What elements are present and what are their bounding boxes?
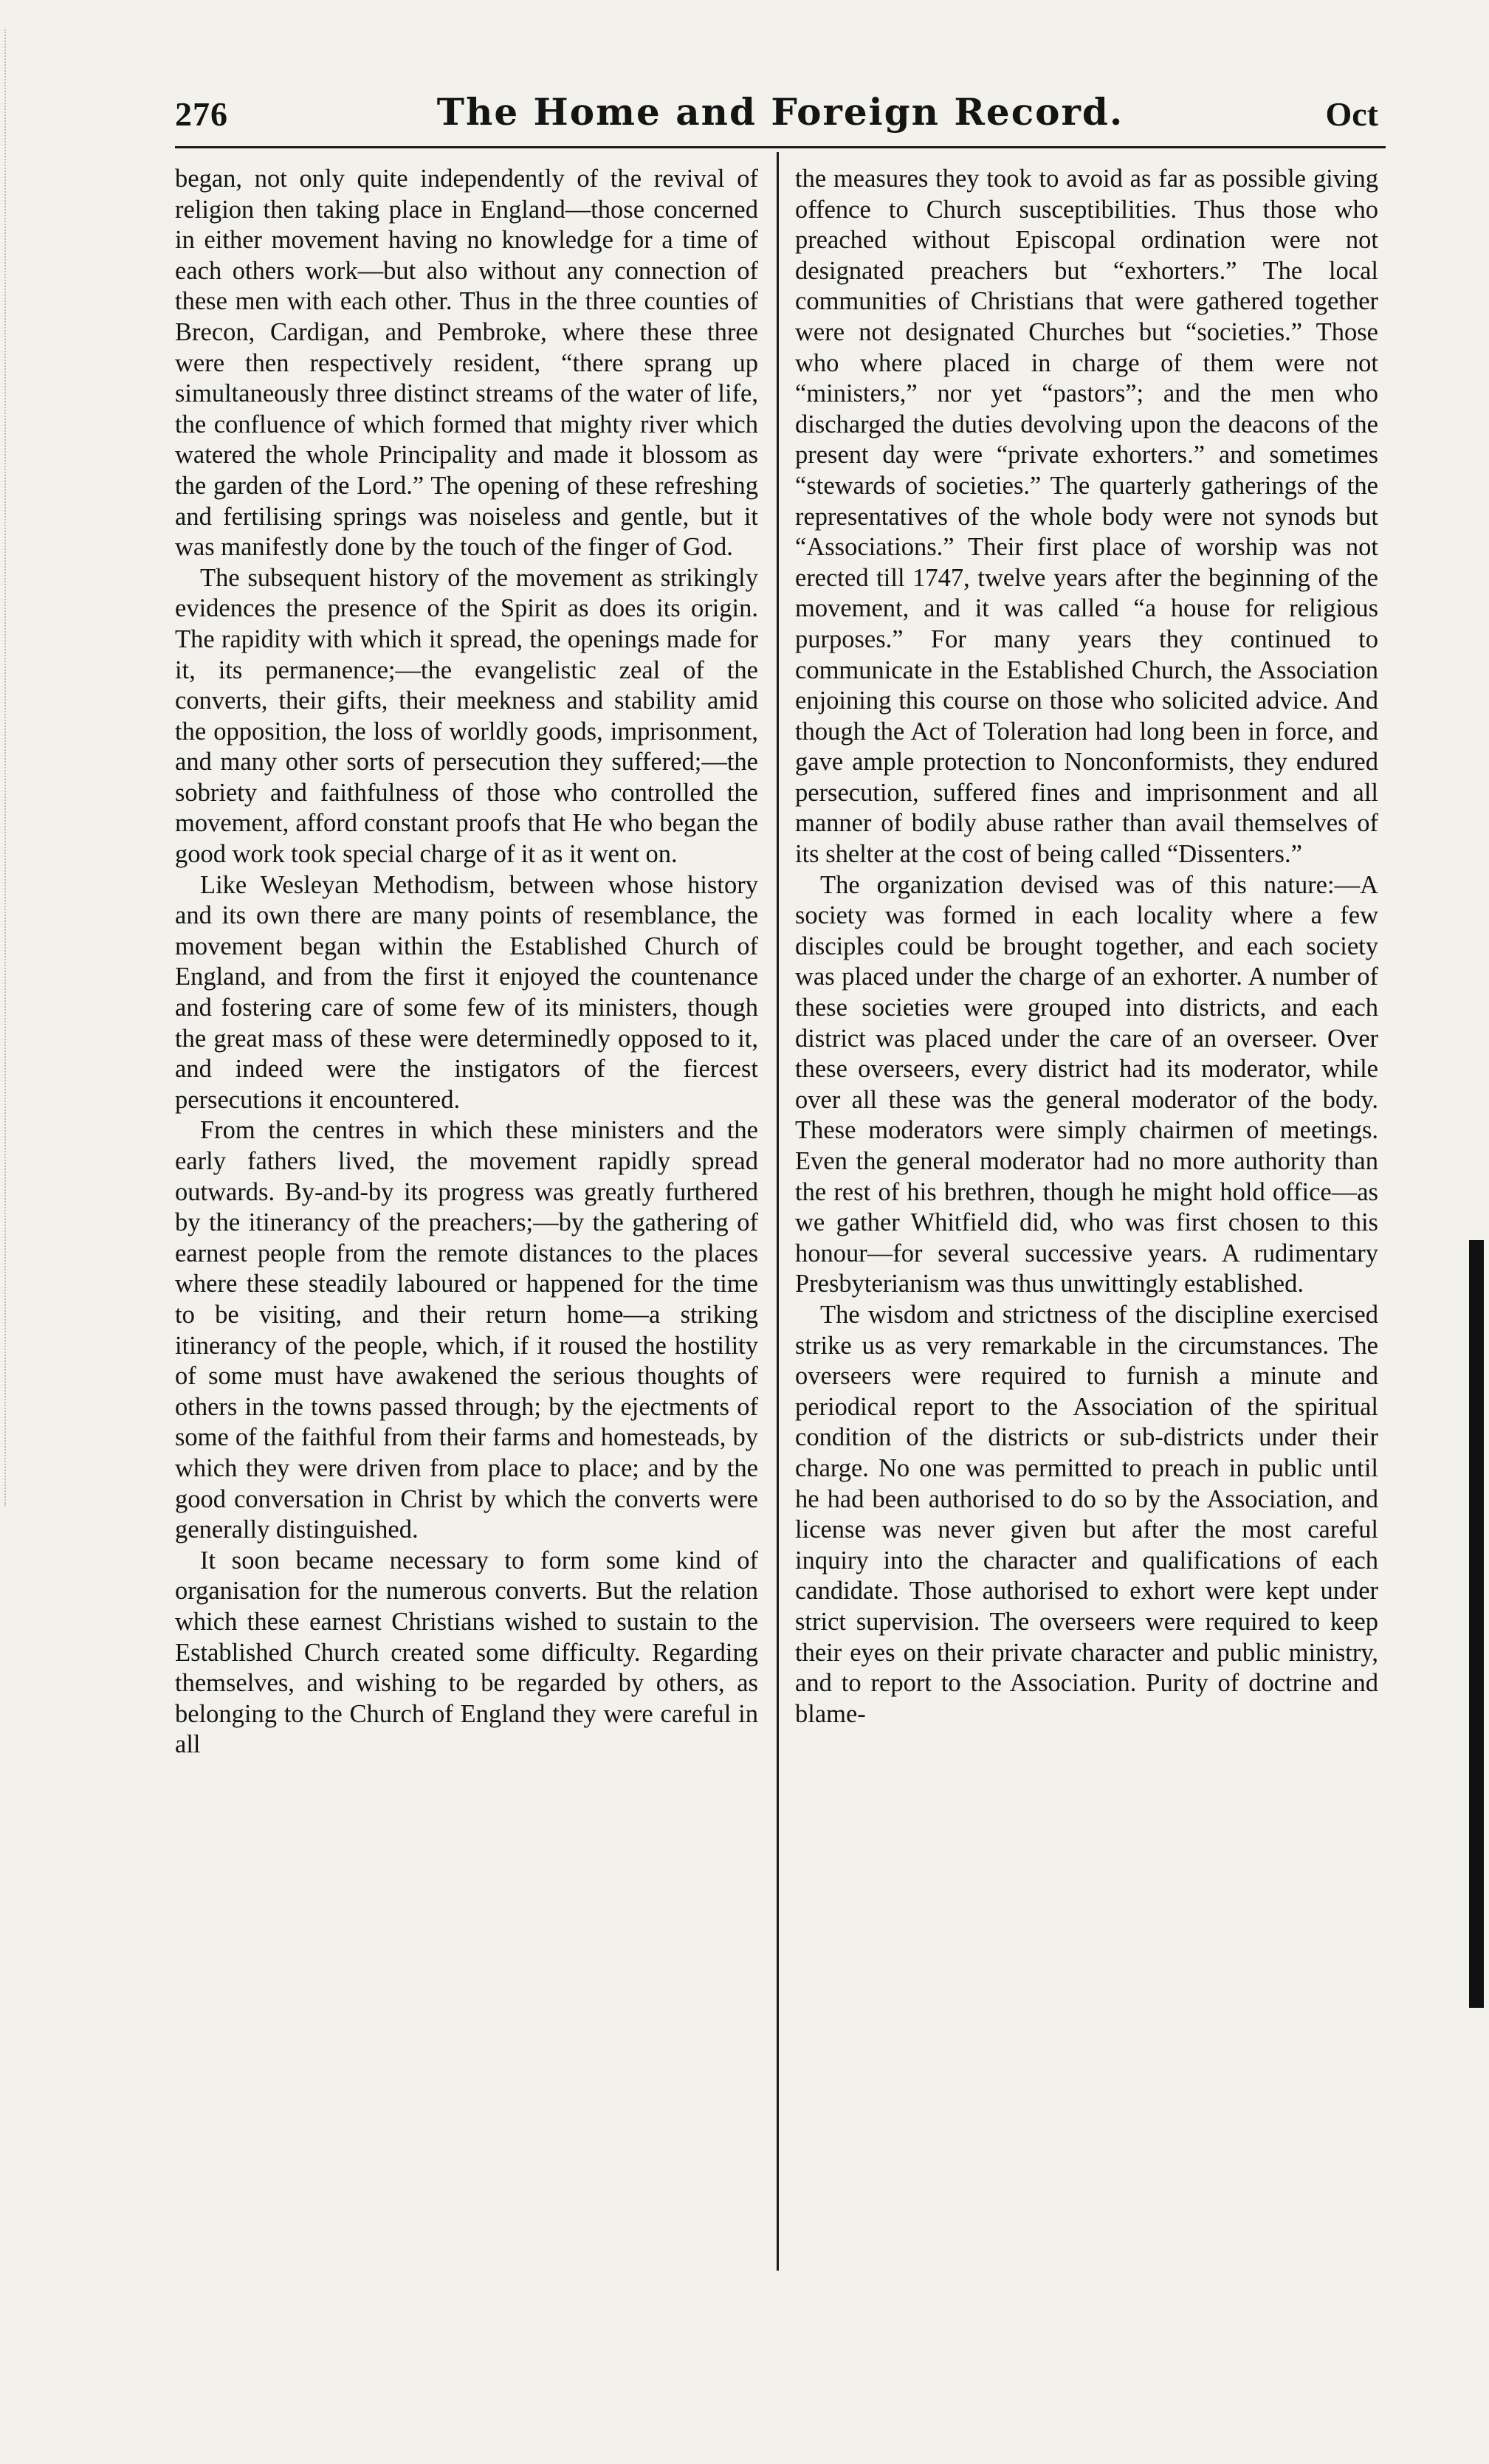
- running-title: The Home and Foreign Record.: [436, 90, 1124, 134]
- left-margin-trace: [4, 30, 21, 1506]
- left-column: [175, 164, 758, 2216]
- paragraph: The subsequent history of the movement as strikingly evidences the presence of the Spirit as does its origin. The rapidity with which it spread, the openings made for it, its permanence;—the evangelistic zeal of the converts, their gifts, their meekness and stability amid the opposition, the loss of worldly goods, imprisonment, and many other sorts of persecution they suffered;—the sobriety and faithfulness of those who controlled the movement, afford constant proofs that He who began the good work took special charge of it as it went on.: [175, 563, 758, 869]
- header-month: Oct: [1325, 95, 1378, 133]
- paragraph: the measures they took to avoid as far as possible giving offence to Church susceptibilities. Thus those who preached without Episcopal ordination were not designated preachers but “exhorters.” The local communities of Christians that were gathered together were not designated Churches but “societies.” Those who where placed in charge of them were not “ministers,” nor yet “pastors”; and the men who discharged the duties devolving upon the deacons of the present day were “private exhorters.” and sometimes “stewards of societies.” The quarterly gatherings of the representatives of the whole body were not synods but “Associations.” Their first place of worship was not erected till 1747, twelve years after the beginning of the movement, and it was called “a house for religious purposes.” For many years they continued to communicate in the Established Church, the Association enjoining this course on those who solicited advice. And though the Act of Toleration had long been in force, and gave ample protection to Nonconformists, they endured persecution, suffered fines and imprisonment and all manner of bodily abuse rather than avail themselves of its shelter at the cost of being called “Dissenters.”: [795, 165, 1378, 869]
- paragraph: The organization devised was of this nature:—A society was formed in each locality where a few disciples could be brought together, and each society was placed under the charge of an exhorter. A number of these societies were grouped into districts, and each district was placed under the care of an overseer. Over these overseers, every district had its moderator, while over all these was the general moderator of the body. These moderators were simply chairmen of meetings. Even the general moderator had no more authority than the rest of his brethren, though he might hold office—as we gather Whitfield did, who was first chosen to this honour—for several successive years. A rudimentary Presbyterianism was thus unwittingly established.: [795, 870, 1378, 1298]
- page-number: 276: [175, 95, 228, 133]
- paragraph: Like Wesleyan Methodism, between whose history and its own there are many points of resemblance, the movement began within the Established Church of England, and from the first it enjoyed the countenance and fostering care of some few of its ministers, though the great mass of these were determinedly opposed to it, and indeed were the instigators of the fiercest persecutions it encountered.: [175, 870, 758, 1114]
- page-header: [175, 90, 1386, 143]
- paragraph: It soon became necessary to form some kind of organisation for the numerous converts. But the relation which these earnest Christians wished to sustain to the Established Church created some difficulty. Regarding themselves, and wishing to be regarded by others, as belonging to the Church of England they were careful in all: [175, 1546, 758, 1759]
- right-column: [795, 164, 1378, 2216]
- paragraph: began, not only quite independently of the revival of religion then taking place in England—those concerned in either movement having no knowledge for a time of each others work—but also without any connection of these men with each other. Thus in the three counties of Brecon, Cardigan, and Pembroke, where these three were then respectively resident, “there sprang up simultaneously three distinct streams of the water of life, the confluence of which formed that mighty river which watered the whole Principality and made it blossom as the garden of the Lord.” The opening of these refreshing and fertilising springs was noiseless and gentle, but it was manifestly done by the touch of the finger of God.: [175, 165, 758, 562]
- header-rule: [175, 146, 1386, 148]
- binding-edge-mark: [1469, 1240, 1484, 2008]
- column-rule: [777, 152, 779, 2271]
- paragraph: From the centres in which these ministers and the early fathers lived, the movement rapidly spread outwards. By-and-by its progress was greatly furthered by the itinerancy of the preachers;—by the gathering of earnest people from the remote distances to the places where these steadily laboured or happened for the time to be visiting, and their return home—a striking itinerancy of the people, which, if it roused the hostility of some must have awakened the serious thoughts of others in the towns passed through; by the ejectments of some of the faithful from their farms and homesteads, by which they were driven from place to place; and by the good conversation in Christ by which the converts were generally distinguished.: [175, 1116, 758, 1544]
- paragraph: The wisdom and strictness of the discipline exercised strike us as very remarkable in the circumstances. The overseers were required to furnish a minute and periodical report to the Association of the spiritual condition of the districts or sub-districts under their charge. No one was permitted to preach in public until he had been authorised to do so by the Association, and license was never given but after the most careful inquiry into the character and qualifications of each candidate. Those authorised to exhort were kept under strict supervision. The overseers were required to keep their eyes on their private character and public ministry, and to report to the Association. Purity of doctrine and blame-: [795, 1300, 1378, 1728]
